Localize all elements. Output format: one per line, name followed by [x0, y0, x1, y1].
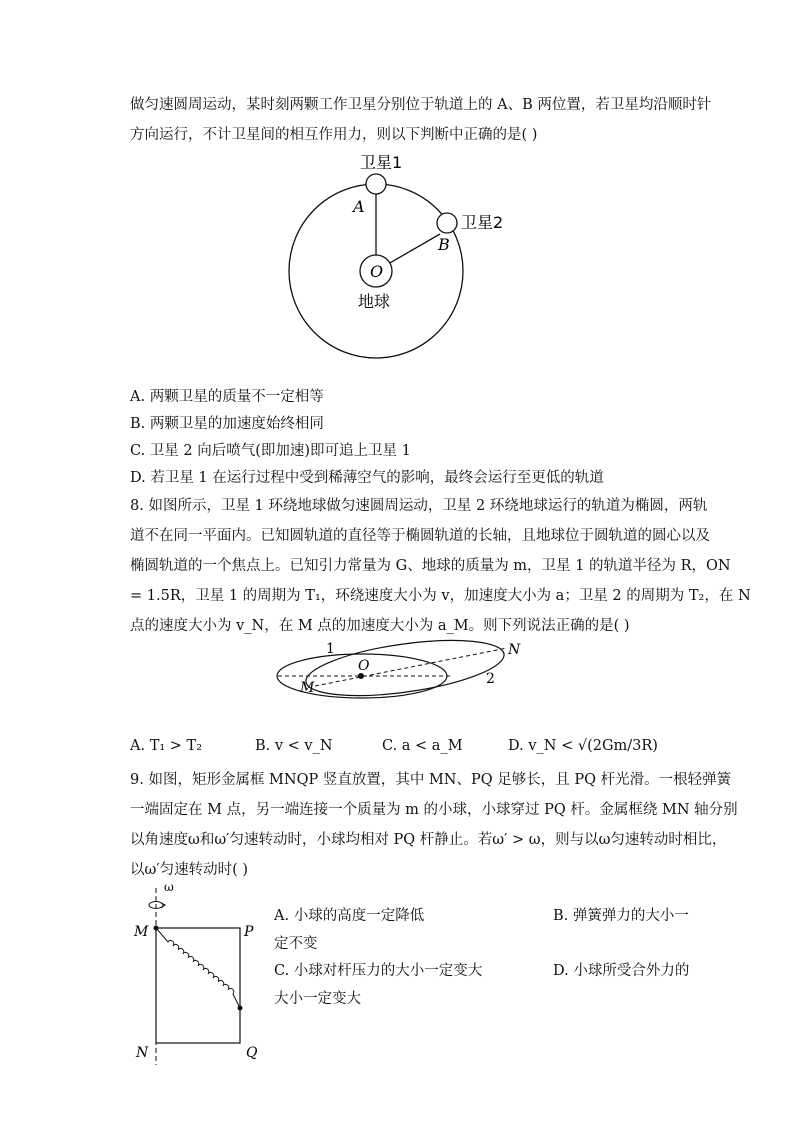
q8-stem-line-1: 8. 如图所示，卫星 1 环绕地球做匀速圆周运动，卫星 2 环绕地球运行的轨道为椭圆，两轨	[130, 498, 708, 514]
satellite-2	[437, 213, 457, 233]
label-M: M	[134, 924, 149, 940]
label-2: 2	[486, 671, 495, 687]
q9-stem-line-1: 9. 如图，矩形金属框 MNQP 竖直放置，其中 MN、PQ 足够长，且 PQ 杆光滑。一根轻弹簧	[130, 772, 732, 788]
q7-option-a: A. 两颗卫星的质量不一定相等	[130, 389, 324, 405]
label-O: O	[358, 658, 370, 674]
q8-option-c: C. a < a_M	[382, 738, 463, 754]
satellite-1	[366, 174, 386, 194]
q7-stem-line-1: 做匀速圆周运动，某时刻两颗工作卫星分别位于轨道上的 A、B 两位置，若卫星均沿顺时针	[130, 97, 712, 113]
label-A: A	[353, 197, 365, 216]
label-1: 1	[326, 641, 335, 657]
q9-option-d-line-2: 大小一定变大	[274, 991, 361, 1007]
q9-option-c: C. 小球对杆压力的大小一定变大	[274, 963, 483, 979]
label-Q: Q	[246, 1045, 258, 1061]
label-omega: ω	[164, 880, 174, 894]
q9-option-a: A. 小球的高度一定降低	[274, 908, 425, 924]
label-N: N	[508, 642, 521, 658]
q7-option-c: C. 卫星 2 向后喷气(即加速)即可追上卫星 1	[130, 443, 411, 459]
label-satellite-2: 卫星2	[461, 213, 504, 232]
q8-option-d: D. v_N < √(2Gm/3R)	[508, 738, 658, 754]
q9-stem-line-2: 一端固定在 M 点，另一端连接一个质量为 m 的小球，小球穿过 PQ 杆。金属框绕 MN 轴分别	[130, 802, 738, 818]
q9-stem-line-4: 以ω′匀速转动时( )	[130, 862, 249, 878]
label-B: B	[438, 235, 450, 254]
label-N: N	[136, 1045, 149, 1061]
q8-option-b: B. v < v_N	[255, 738, 333, 754]
q9-option-b-line-2: 定不变	[274, 936, 318, 952]
q9-frame-figure	[128, 880, 268, 1070]
spring	[156, 928, 240, 1008]
q7-orbit-figure	[280, 150, 520, 380]
q8-orbit-figure	[270, 636, 530, 708]
q7-option-d: D. 若卫星 1 在运行过程中受到稀薄空气的影响，最终会运行至更低的轨道	[130, 470, 604, 486]
q9-option-d-line-1: D. 小球所受合外力的	[553, 963, 690, 979]
label-P: P	[244, 924, 254, 940]
q8-stem-line-4: = 1.5R，卫星 1 的周期为 T₁，环绕速度大小为 v，加速度大小为 a；卫星 2 的周期为 T₂，在 N	[130, 588, 751, 604]
q9-stem-line-3: 以角速度ω和ω′匀速转动时，小球均相对 PQ 杆静止。若ω′ > ω，则与以ω匀速转动时相比，	[130, 832, 727, 848]
q8-option-a: A. T₁ > T₂	[130, 738, 203, 754]
q8-stem	[130, 491, 751, 641]
label-satellite-1: 卫星1	[360, 153, 403, 172]
label-M: M	[300, 680, 315, 696]
q7-stem-line-2: 方向运行，不计卫星间的相互作用力，则以下判断中正确的是( )	[130, 127, 538, 143]
label-O: O	[370, 262, 384, 281]
label-earth: 地球	[358, 292, 391, 311]
q7-option-b: B. 两颗卫星的加速度始终相同	[130, 416, 324, 432]
ball	[238, 1006, 243, 1011]
q9-stem	[130, 765, 738, 885]
q8-stem-line-2: 道不在同一平面内。已知圆轨道的直径等于椭圆轨道的长轴，且地球位于圆轨道的圆心以及	[130, 528, 710, 544]
q8-stem-line-5: 点的速度大小为 v_N，在 M 点的加速度大小为 a_M。则下列说法正确的是( )	[130, 618, 630, 634]
q7-stem	[130, 90, 712, 150]
dashed-line-MN	[315, 648, 507, 686]
q8-stem-line-3: 椭圆轨道的一个焦点上。已知引力常量为 G、地球的质量为 m，卫星 1 的轨道半径为 R，ON	[130, 558, 731, 574]
q9-option-b-line-1: B. 弹簧弹力的大小一	[553, 908, 689, 924]
